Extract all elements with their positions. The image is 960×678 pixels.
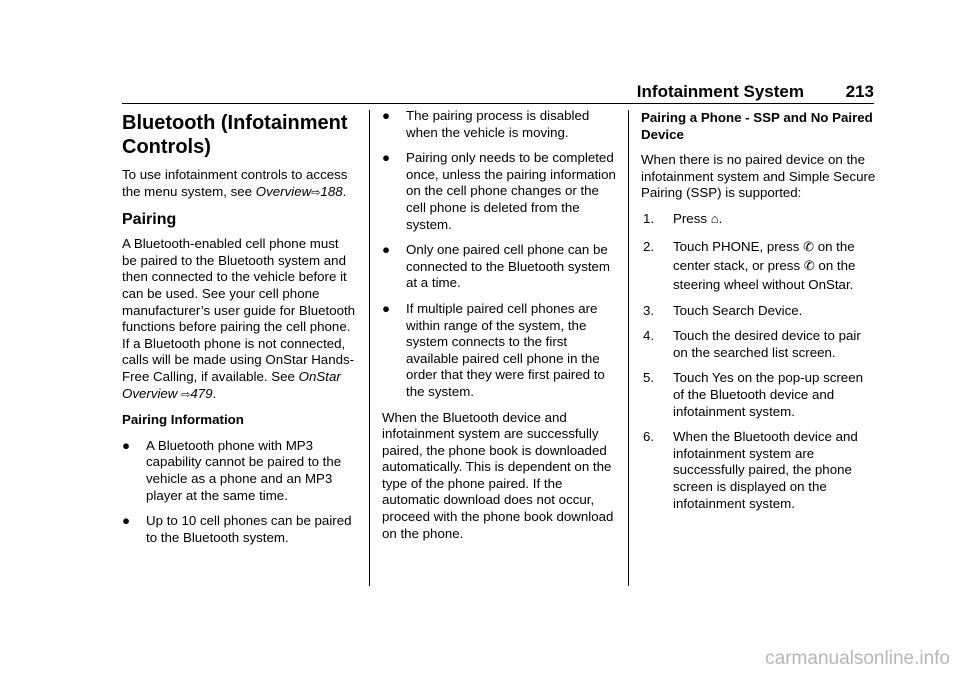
section-heading: Bluetooth (Infotainment Controls)	[122, 112, 348, 158]
pairing-information-heading: Pairing Information	[122, 412, 244, 428]
bullet-icon: ●	[382, 300, 391, 316]
page-ref-arrow-icon: ⇨	[311, 186, 321, 199]
ssp-intro-paragraph: When there is no paired device on the infotainment system and Simple Secure Pairing (SSP) is supported:	[641, 152, 876, 201]
column-3	[641, 108, 877, 521]
pairing-heading: Pairing	[122, 211, 177, 229]
list-item: ● Only one paired cell phone can be connected to the Bluetooth system at a time.	[382, 242, 611, 291]
home-icon: ⌂	[710, 210, 719, 226]
onstar-overview-link[interactable]: OnStar Overview ⇨479	[122, 368, 341, 401]
intro-paragraph: To use infotainment controls to access the menu system, see Overview⇨188.	[122, 167, 348, 199]
header-rule	[122, 103, 874, 104]
step-number: 3.	[643, 302, 655, 318]
list-item: ● Up to 10 cell phones can be paired to the Bluetooth system.	[122, 513, 352, 545]
bullet-icon: ●	[382, 108, 391, 123]
pairing-info-list	[122, 438, 356, 547]
list-item: 2. Touch PHONE, press ✆ on the center stack, or press ✆ on the steering wheel without OnStar.	[643, 238, 856, 292]
list-item: 6. When the Bluetooth device and infotainment system are successfully paired, the phone screen is displayed on the infotainment system.	[643, 429, 858, 511]
step-number: 4.	[643, 328, 655, 344]
column-1	[122, 108, 356, 555]
list-item: ● The pairing process is disabled when the vehicle is moving.	[382, 108, 590, 140]
watermark: carmanualsonline.info	[765, 648, 950, 669]
overview-link[interactable]: Overview⇨188	[255, 183, 343, 199]
list-item: 4. Touch the desired device to pair on the searched list screen.	[643, 328, 861, 360]
page-number: 213	[845, 82, 874, 101]
list-item: 5. Touch Yes on the pop-up screen of the Bluetooth device and infotainment system.	[643, 370, 863, 419]
phone-icon: ✆	[803, 238, 814, 254]
bullet-icon: ●	[122, 513, 131, 529]
phonebook-paragraph: When the Bluetooth device and infotainment system are successfully paired, the phone book is downloaded automatically. This is dependent on the type of the phone paired. If the automatic download does not occur, proceed with the phone book download on the phone.	[382, 409, 614, 541]
column-2	[382, 108, 618, 551]
bullet-icon: ●	[122, 437, 131, 453]
list-item: 1. Press ⌂.	[643, 210, 723, 226]
step-number: 6.	[643, 429, 655, 445]
ssp-pairing-heading: Pairing a Phone - SSP and No Paired Device	[641, 110, 873, 142]
step-number: 2.	[643, 238, 655, 254]
bullet-icon: ●	[382, 150, 391, 166]
ssp-steps-list	[641, 211, 877, 512]
section-title: Infotainment System	[636, 82, 804, 101]
bullet-icon: ●	[382, 242, 391, 258]
column-divider-1	[369, 110, 370, 586]
pairing-info-list-continued	[382, 108, 618, 401]
page-ref-arrow-icon: ⇨	[181, 388, 191, 401]
column-divider-2	[628, 110, 629, 586]
list-item: ● A Bluetooth phone with MP3 capability cannot be paired to the vehicle as a phone and an MP3 player at the same time.	[122, 437, 342, 503]
list-item: ● Pairing only needs to be completed once, unless the pairing information on the cell phone changes or the cell phone is deleted from the system.	[382, 150, 616, 232]
list-item: ● If multiple paired cell phones are within range of the system, the system connects to the first available paired cell phone in the order that they were first paired to the system.	[382, 300, 605, 399]
list-item: 3. Touch Search Device.	[643, 302, 803, 318]
voice-recognition-icon: ✆	[803, 257, 815, 273]
step-number: 5.	[643, 370, 655, 386]
step-number: 1.	[643, 210, 655, 226]
pairing-paragraph: A Bluetooth-enabled cell phone must be paired to the Bluetooth system and then connected to the vehicle before it can be used. See your cell phone manufacturer’s user guide for Bluetooth functions before pairing the cell phone. If a Bluetooth phone is not connected, calls will be made using OnStar Hands-Free Calling, if available. See OnStar Overview ⇨479.	[122, 236, 356, 401]
